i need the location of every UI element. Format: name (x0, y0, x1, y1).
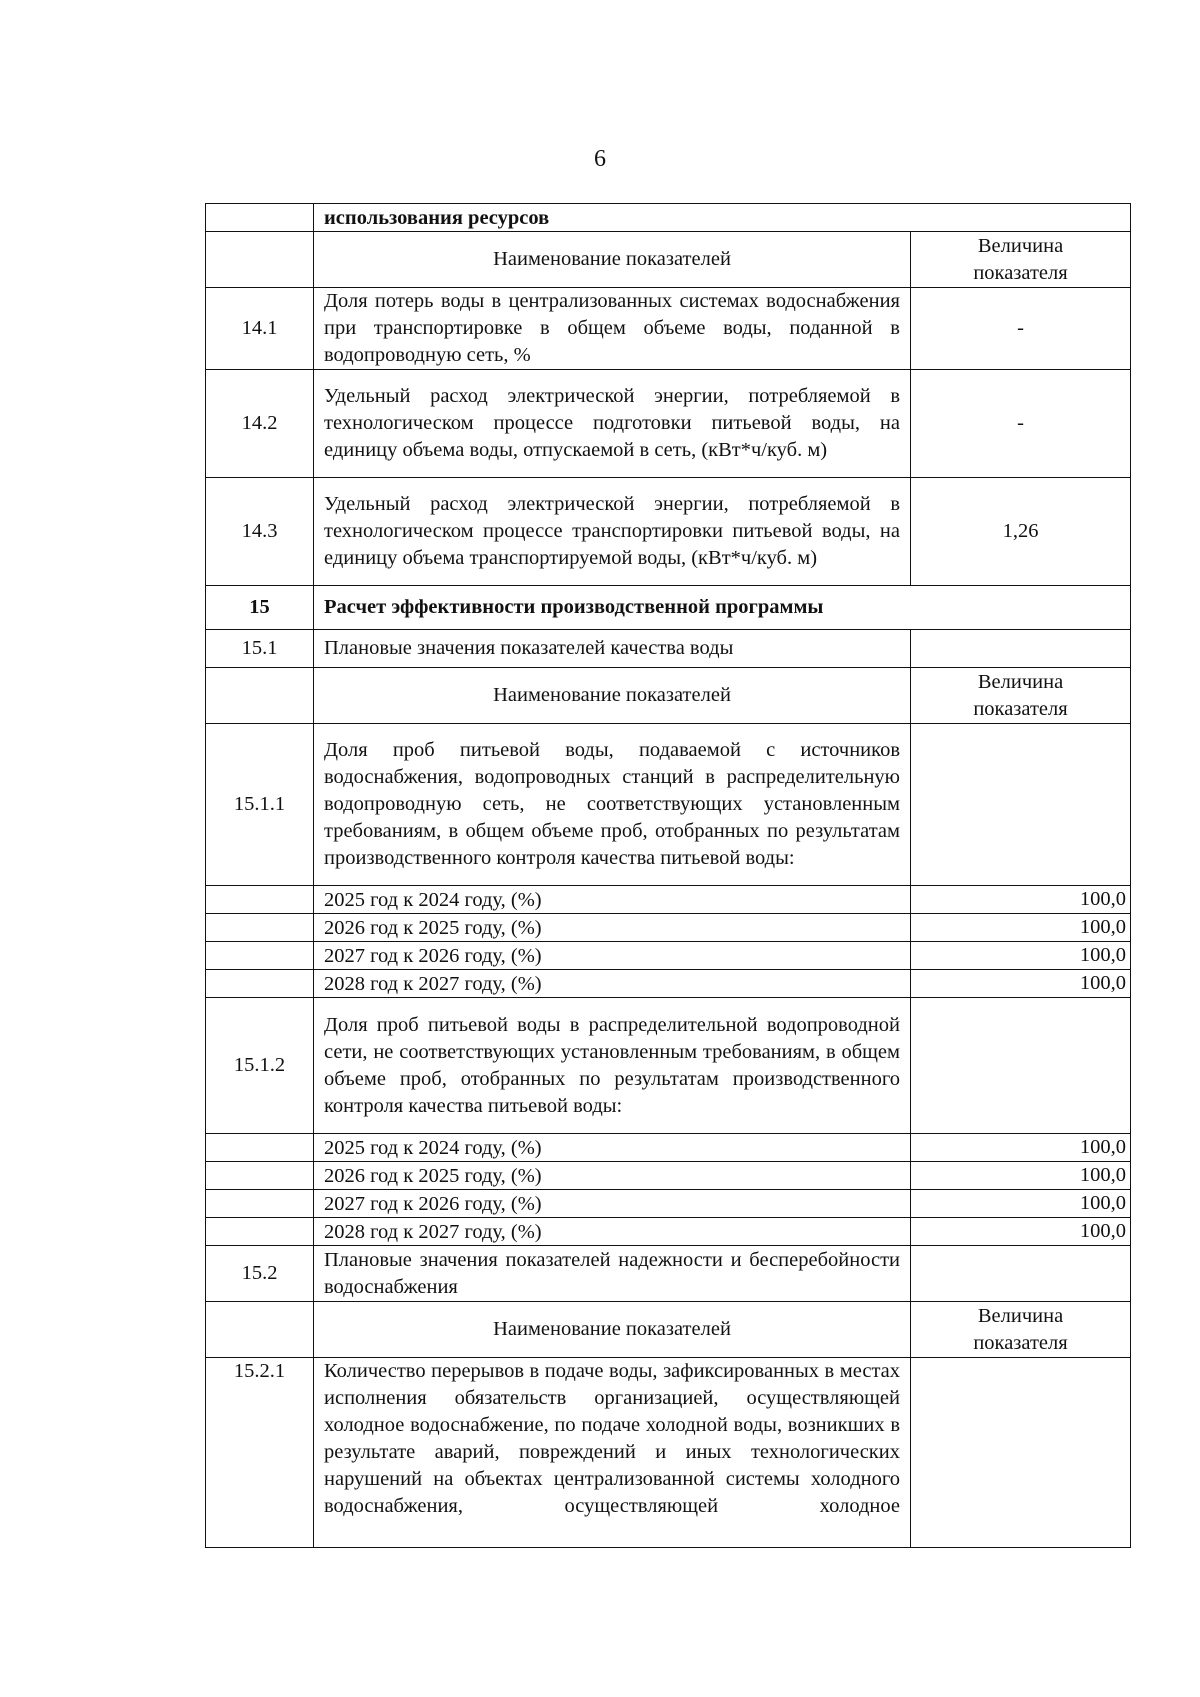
row-value (911, 998, 1131, 1134)
table-row (206, 370, 1131, 478)
row-number (206, 1302, 314, 1358)
header-value-line2: показателя (973, 261, 1068, 284)
year-label: 2028 год к 2027 году, (%) (314, 970, 911, 998)
year-row (206, 1134, 1131, 1162)
row-number (206, 970, 314, 998)
row-number (206, 204, 314, 232)
section-row (206, 586, 1131, 630)
section-title: Расчет эффективности производственной программы (314, 586, 1131, 630)
row-number (206, 1162, 314, 1190)
header-value (911, 668, 1131, 724)
row-number: 15.1.2 (206, 998, 314, 1134)
header-value-line2: показателя (973, 697, 1068, 720)
row-number (206, 1190, 314, 1218)
header-name: Наименование показателей (314, 1302, 911, 1358)
row-number (206, 668, 314, 724)
year-value: 100,0 (911, 1162, 1131, 1190)
row-description: Удельный расход электрической энергии, потребляемой в технологическом процессе транспортировки питьевой воды, на единицу объема транспортируемой воды, (кВт*ч/куб. м) (314, 478, 911, 586)
year-label: 2026 год к 2025 году, (%) (314, 1162, 911, 1190)
year-value: 100,0 (911, 886, 1131, 914)
row-number (206, 1218, 314, 1246)
table-row (206, 204, 1131, 232)
row-number (206, 1134, 314, 1162)
table-row (206, 1246, 1131, 1302)
table-row (206, 288, 1131, 370)
row-description: Доля проб питьевой воды в распределительной водопроводной сети, не соответствующих установленным требованиям, в общем объеме проб, отобранных по результатам производственного контроля качества питьевой воды: (314, 998, 911, 1134)
row-description: Доля проб питьевой воды, подаваемой с источников водоснабжения, водопроводных станций в распределительную водопроводную сеть, не соответствующих установленным требованиям, в общем объеме проб, отобранных по результатам производственного контроля качества питьевой воды: (314, 724, 911, 886)
row-value (911, 1358, 1131, 1548)
row-number: 15.1 (206, 630, 314, 668)
year-label: 2025 год к 2024 году, (%) (314, 1134, 911, 1162)
row-description: Плановые значения показателей надежности и бесперебойности водоснабжения (314, 1246, 911, 1302)
year-row (206, 914, 1131, 942)
row-value (911, 724, 1131, 886)
year-label: 2026 год к 2025 году, (%) (314, 914, 911, 942)
table-header-row (206, 668, 1131, 724)
table-header-row (206, 1302, 1131, 1358)
year-value: 100,0 (911, 1218, 1131, 1246)
row-value (911, 630, 1131, 668)
row-description: Доля потерь воды в централизованных системах водоснабжения при транспортировке в общем объеме воды, поданной в водопроводную сеть, % (314, 288, 911, 370)
row-number (206, 942, 314, 970)
row-number: 15.2 (206, 1246, 314, 1302)
year-row (206, 886, 1131, 914)
page-number: 6 (594, 146, 606, 172)
year-value: 100,0 (911, 1134, 1131, 1162)
table-row (206, 478, 1131, 586)
table-row (206, 998, 1131, 1134)
header-name: Наименование показателей (314, 232, 911, 288)
section-continuation: использования ресурсов (314, 204, 1131, 232)
row-number: 14.2 (206, 370, 314, 478)
header-value-line2: показателя (973, 1331, 1068, 1354)
row-description: Удельный расход электрической энергии, потребляемой в технологическом процессе подготовки питьевой воды, на единицу объема воды, отпускаемой в сеть, (кВт*ч/куб. м) (314, 370, 911, 478)
year-value: 100,0 (911, 942, 1131, 970)
header-value (911, 1302, 1131, 1358)
section-number: 15 (206, 586, 314, 630)
row-number: 15.2.1 (206, 1358, 314, 1548)
year-value: 100,0 (911, 914, 1131, 942)
year-label: 2027 год к 2026 году, (%) (314, 942, 911, 970)
row-number (206, 914, 314, 942)
year-row (206, 1218, 1131, 1246)
year-label: 2028 год к 2027 году, (%) (314, 1218, 911, 1246)
table-header-row (206, 232, 1131, 288)
row-number: 15.1.1 (206, 724, 314, 886)
row-value: - (911, 370, 1131, 478)
table-row (206, 1358, 1131, 1548)
row-description: Количество перерывов в подаче воды, зафиксированных в местах исполнения обязательств организацией, осуществляющей холодное водоснабжение, по подаче холодной воды, возникших в результате аварий, повреждений и иных технологических нарушений на объектах централизованной системы холодного водоснабжения, осуществляющей холодное (314, 1358, 911, 1548)
row-number (206, 886, 314, 914)
year-row (206, 1162, 1131, 1190)
header-value-line1: Величина (977, 1304, 1064, 1327)
table-row (206, 724, 1131, 886)
year-row (206, 970, 1131, 998)
year-row (206, 942, 1131, 970)
header-value (911, 232, 1131, 288)
row-number: 14.1 (206, 288, 314, 370)
indicators-table (205, 203, 1131, 1548)
year-row (206, 1190, 1131, 1218)
year-label: 2027 год к 2026 году, (%) (314, 1190, 911, 1218)
year-label: 2025 год к 2024 году, (%) (314, 886, 911, 914)
row-value (911, 1246, 1131, 1302)
row-description: Плановые значения показателей качества воды (314, 630, 911, 668)
header-value-line1: Величина (977, 234, 1064, 257)
row-number (206, 232, 314, 288)
row-value: 1,26 (911, 478, 1131, 586)
header-value-line1: Величина (977, 670, 1064, 693)
row-number: 14.3 (206, 478, 314, 586)
row-value: - (911, 288, 1131, 370)
year-value: 100,0 (911, 970, 1131, 998)
header-name: Наименование показателей (314, 668, 911, 724)
table-row (206, 630, 1131, 668)
year-value: 100,0 (911, 1190, 1131, 1218)
